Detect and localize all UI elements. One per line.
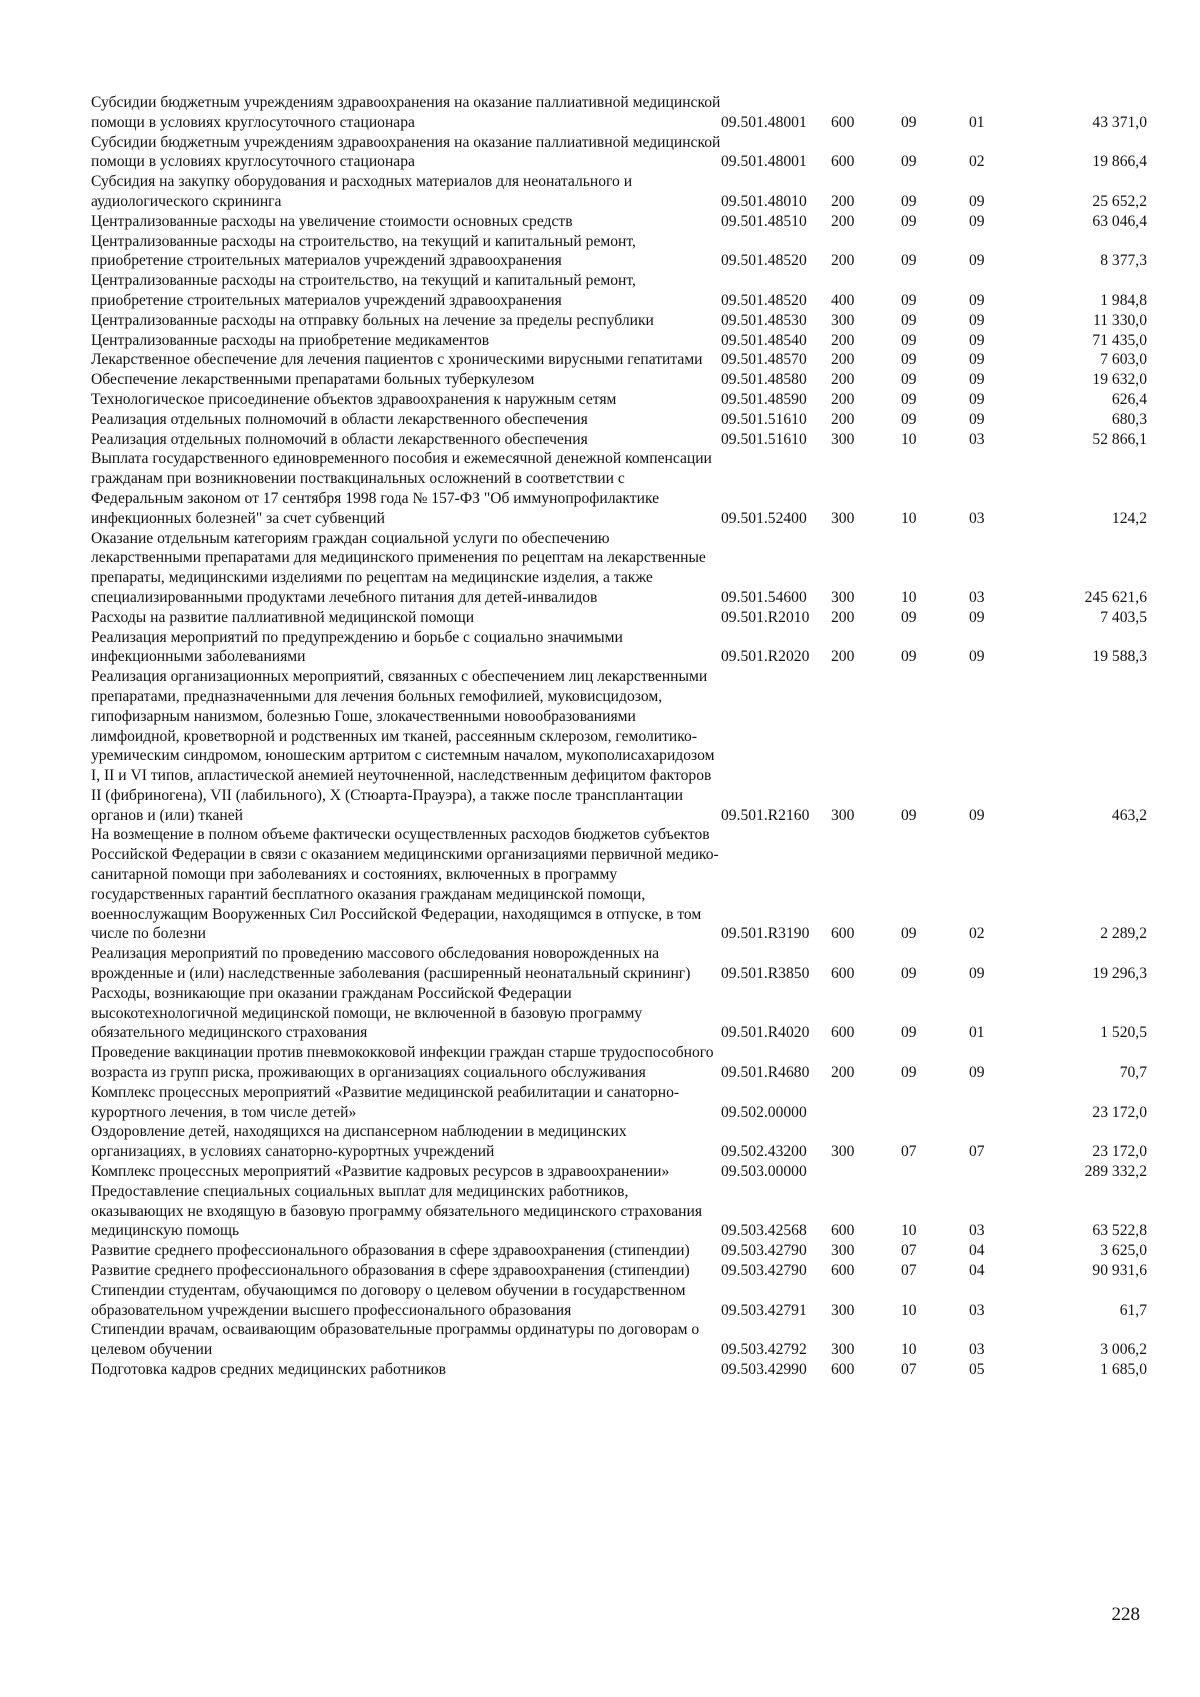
row-amount: 1 520,5 bbox=[1100, 1024, 1147, 1042]
table-row bbox=[91, 825, 1147, 944]
row-name: Лекарственное обеспечение для лечения пациентов с хроническими вирусными гепатитами bbox=[91, 351, 703, 369]
table-row bbox=[91, 667, 1147, 825]
row-expense-type: 300 bbox=[831, 1242, 855, 1260]
table-row bbox=[91, 449, 1147, 528]
row-expense-type: 300 bbox=[831, 430, 855, 448]
row-amount: 61,7 bbox=[1119, 1301, 1147, 1319]
row-subsection bbox=[969, 1083, 1029, 1123]
table-row bbox=[91, 608, 1147, 628]
row-code: 09.501.48001 bbox=[721, 153, 807, 171]
table-row bbox=[91, 271, 1147, 311]
row-name: Расходы, возникающие при оказании гражданам Российской Федерации высокотехнологичной медицинской помощи, не включенной в базовую программу обязательного медицинского страхования bbox=[91, 984, 643, 1042]
row-code: 09.502.43200 bbox=[721, 1143, 807, 1161]
row-amount: 23 172,0 bbox=[1092, 1103, 1147, 1121]
row-expense-type: 600 bbox=[831, 1222, 855, 1240]
table-row bbox=[91, 944, 1147, 984]
row-amount: 23 172,0 bbox=[1092, 1143, 1147, 1161]
row-code: 09.501.R2020 bbox=[721, 648, 810, 666]
table-row bbox=[91, 1360, 1147, 1380]
row-section: 09 bbox=[901, 608, 917, 626]
row-amount: 25 652,2 bbox=[1092, 192, 1147, 210]
table-row bbox=[91, 93, 1147, 133]
row-expense-type: 300 bbox=[831, 509, 855, 527]
row-expense-type: 200 bbox=[831, 192, 855, 210]
row-subsection: 07 bbox=[969, 1143, 985, 1161]
row-name: Комплекс процессных мероприятий «Развитие кадровых ресурсов в здравоохранении» bbox=[91, 1163, 670, 1181]
row-amount: 63 522,8 bbox=[1092, 1222, 1147, 1240]
table-row bbox=[91, 370, 1147, 390]
table-row bbox=[91, 331, 1147, 351]
row-subsection: 09 bbox=[969, 212, 985, 230]
row-section: 09 bbox=[901, 410, 917, 428]
row-subsection: 04 bbox=[969, 1242, 985, 1260]
table-row bbox=[91, 984, 1147, 1043]
row-subsection: 09 bbox=[969, 192, 985, 210]
row-code: 09.503.42568 bbox=[721, 1222, 807, 1240]
table-row bbox=[91, 172, 1147, 212]
row-code: 09.501.48010 bbox=[721, 192, 807, 210]
row-amount: 43 371,0 bbox=[1092, 113, 1147, 131]
row-name: Реализация мероприятий по предупреждению и борьбе с социально значимыми инфекционными заболеваниями bbox=[91, 628, 623, 666]
row-expense-type: 200 bbox=[831, 371, 855, 389]
row-code: 09.501.51610 bbox=[721, 410, 807, 428]
row-name: Централизованные расходы на приобретение медикаментов bbox=[91, 331, 490, 349]
row-expense-type: 300 bbox=[831, 1301, 855, 1319]
row-section: 10 bbox=[901, 430, 917, 448]
row-name: Предоставление специальных социальных выплат для медицинских работников, оказывающих не входящую в базовую программу обязательного медицинского страхования медицинскую помощь bbox=[91, 1182, 703, 1240]
row-code: 09.503.42790 bbox=[721, 1242, 807, 1260]
row-expense-type: 200 bbox=[831, 390, 855, 408]
row-amount: 289 332,2 bbox=[1084, 1163, 1147, 1181]
row-amount: 7 603,0 bbox=[1100, 351, 1147, 369]
row-code: 09.501.48570 bbox=[721, 351, 807, 369]
row-section: 09 bbox=[901, 371, 917, 389]
row-name: Комплекс процессных мероприятий «Развитие медицинской реабилитации и санаторно-курортного лечения, в том числе детей» bbox=[91, 1083, 680, 1121]
table-row bbox=[91, 1043, 1147, 1083]
row-section: 09 bbox=[901, 192, 917, 210]
row-section: 09 bbox=[901, 291, 917, 309]
row-expense-type: 200 bbox=[831, 1064, 855, 1082]
row-code: 09.501.R3190 bbox=[721, 925, 810, 943]
row-code: 09.501.48590 bbox=[721, 390, 807, 408]
row-section bbox=[901, 1162, 969, 1182]
row-code: 09.501.48520 bbox=[721, 252, 807, 270]
row-code: 09.501.54600 bbox=[721, 588, 807, 606]
row-code: 09.503.42990 bbox=[721, 1361, 807, 1378]
row-name: Централизованные расходы на строительство, на текущий и капитальный ремонт, приобретение строительных материалов учреждений здравоохранения bbox=[91, 272, 636, 309]
row-section: 07 bbox=[901, 1143, 917, 1161]
row-expense-type bbox=[831, 1162, 901, 1182]
row-amount: 11 330,0 bbox=[1093, 311, 1147, 329]
row-expense-type: 600 bbox=[831, 1361, 855, 1378]
row-subsection: 09 bbox=[969, 410, 985, 428]
table-row bbox=[91, 1320, 1147, 1360]
row-code: 09.501.48001 bbox=[721, 113, 807, 131]
table-row bbox=[91, 1261, 1147, 1281]
row-subsection: 09 bbox=[969, 608, 985, 626]
row-section bbox=[901, 1083, 969, 1123]
table-row bbox=[91, 529, 1147, 608]
row-name: Субсидии бюджетным учреждениям здравоохранения на оказание паллиативной медицинской помощи в условиях круглосуточного стационара bbox=[91, 133, 721, 171]
row-expense-type: 200 bbox=[831, 608, 855, 626]
row-subsection: 01 bbox=[969, 113, 985, 131]
row-code: 09.503.42790 bbox=[721, 1262, 807, 1280]
row-subsection: 09 bbox=[969, 371, 985, 389]
row-subsection bbox=[969, 1162, 1029, 1182]
row-subsection: 03 bbox=[969, 1301, 985, 1319]
row-name: Реализация отдельных полномочий в области лекарственного обеспечения bbox=[91, 430, 588, 448]
row-name: На возмещение в полном объеме фактически осуществленных расходов бюджетов субъектов Российской Федерации в связи с оказанием медицинскими организациями первичной медико-санитарной помощи при заболеваниях и состояниях, включенных в программу государственных гарантий бесплатного оказания гражданам медицинской помощи, военнослужащим Вооруженных Сил Российской Федерации, находящимся в отпуске, в том числе по болезни bbox=[91, 826, 719, 943]
row-section: 10 bbox=[901, 1341, 917, 1359]
row-name: Субсидии бюджетным учреждениям здравоохранения на оказание паллиативной медицинской помощи в условиях круглосуточного стационара bbox=[91, 94, 721, 131]
table-row bbox=[91, 430, 1147, 450]
row-amount: 3 006,2 bbox=[1100, 1341, 1147, 1359]
row-section: 09 bbox=[901, 965, 917, 983]
row-subsection: 03 bbox=[969, 1341, 985, 1359]
row-amount: 70,7 bbox=[1119, 1064, 1147, 1082]
row-code: 09.503.42791 bbox=[721, 1301, 807, 1319]
row-amount: 19 632,0 bbox=[1092, 371, 1147, 389]
row-subsection: 03 bbox=[969, 1222, 985, 1240]
row-amount: 90 931,6 bbox=[1092, 1262, 1147, 1280]
table-row bbox=[91, 1162, 1147, 1182]
budget-table bbox=[91, 93, 1147, 1380]
row-amount: 124,2 bbox=[1111, 509, 1147, 527]
row-name: Субсидия на закупку оборудования и расходных материалов для неонатального и аудиологического скрининга bbox=[91, 173, 633, 210]
row-name: Реализация организационных мероприятий, связанных с обеспечением лиц лекарственными препаратами, предназначенными для лечения больных гемофилией, муковисцидозом, гипофизарным нанизмом, болезнью Гоше, злокачественными новообразованиями лимфоидной, кроветворной и родственных им тканей, рассеянным склерозом, гемолитико-уремическим синдромом, юношеским артритом с системным началом, мукополисахаридозом I, II и VI типов, апластической анемией неуточненной, наследственным дефицитом факторов II (фибриногена), VII (лабильного), X (Стюарта-Прауэра), а также после трансплантации органов и (или) тканей bbox=[91, 668, 715, 824]
row-subsection: 02 bbox=[969, 925, 985, 943]
row-name: Централизованные расходы на увеличение стоимости основных средств bbox=[91, 212, 573, 230]
row-section: 07 bbox=[901, 1242, 917, 1260]
row-expense-type: 200 bbox=[831, 351, 855, 369]
row-subsection: 09 bbox=[969, 351, 985, 369]
row-expense-type: 600 bbox=[831, 153, 855, 171]
row-name: Развитие среднего профессионального образования в сфере здравоохранения (стипендии) bbox=[91, 1262, 690, 1280]
table-row bbox=[91, 1281, 1147, 1321]
row-amount: 3 625,0 bbox=[1100, 1242, 1147, 1260]
row-expense-type: 600 bbox=[831, 1024, 855, 1042]
row-amount: 245 621,6 bbox=[1084, 588, 1147, 606]
row-section: 10 bbox=[901, 1222, 917, 1240]
row-subsection: 09 bbox=[969, 1064, 985, 1082]
table-row bbox=[91, 232, 1147, 272]
row-expense-type bbox=[831, 1083, 901, 1123]
table-row bbox=[91, 1083, 1147, 1123]
row-name: Расходы на развитие паллиативной медицинской помощи bbox=[91, 608, 475, 626]
row-subsection: 09 bbox=[969, 291, 985, 309]
row-section: 09 bbox=[901, 331, 917, 349]
table-row bbox=[91, 1182, 1147, 1241]
row-amount: 1 685,0 bbox=[1100, 1361, 1147, 1378]
row-section: 09 bbox=[901, 153, 917, 171]
row-expense-type: 200 bbox=[831, 252, 855, 270]
row-name: Оказание отдельным категориям граждан социальной услуги по обеспечению лекарственными препаратами для медицинского применения по рецептам на лекарственные препараты, медицинскими изделиями по рецептам на медицинские изделия, а также специализированными продуктами лечебного питания для детей-инвалидов bbox=[91, 529, 706, 606]
row-expense-type: 300 bbox=[831, 1143, 855, 1161]
table-row bbox=[91, 350, 1147, 370]
row-name: Стипендии врачам, осваивающим образовательные программы ординатуры по договорам о целевом обучении bbox=[91, 1321, 700, 1359]
row-amount: 63 046,4 bbox=[1092, 212, 1147, 230]
row-expense-type: 600 bbox=[831, 925, 855, 943]
row-name: Подготовка кадров средних медицинских работников bbox=[91, 1361, 447, 1378]
row-amount: 19 296,3 bbox=[1092, 965, 1147, 983]
row-section: 07 bbox=[901, 1361, 917, 1378]
row-section: 09 bbox=[901, 212, 917, 230]
row-code: 09.501.R2160 bbox=[721, 806, 810, 824]
row-subsection: 04 bbox=[969, 1262, 985, 1280]
row-subsection: 01 bbox=[969, 1024, 985, 1042]
row-section: 09 bbox=[901, 390, 917, 408]
row-code: 09.501.48510 bbox=[721, 212, 807, 230]
row-code: 09.501.48540 bbox=[721, 331, 807, 349]
row-section: 09 bbox=[901, 648, 917, 666]
row-expense-type: 200 bbox=[831, 212, 855, 230]
row-amount: 71 435,0 bbox=[1092, 331, 1147, 349]
row-code: 09.503.42792 bbox=[721, 1341, 807, 1359]
row-expense-type: 600 bbox=[831, 965, 855, 983]
row-code: 09.501.R2010 bbox=[721, 608, 810, 626]
table-row bbox=[91, 133, 1147, 173]
row-name: Реализация отдельных полномочий в области лекарственного обеспечения bbox=[91, 410, 588, 428]
row-amount: 8 377,3 bbox=[1100, 252, 1147, 270]
row-code: 09.501.R3850 bbox=[721, 965, 810, 983]
row-name: Централизованные расходы на строительство, на текущий и капитальный ремонт, приобретение строительных материалов учреждений здравоохранения bbox=[91, 232, 636, 270]
row-code: 09.501.48530 bbox=[721, 311, 807, 329]
row-name: Выплата государственного единовременного пособия и ежемесячной денежной компенсации гражданам при возникновении поствакцинальных осложнений в соответствии с Федеральным законом от 17 сентября 1998 года № 157-ФЗ "Об иммунопрофилактике инфекционных болезней" за счет субвенций bbox=[91, 450, 712, 527]
row-amount: 52 866,1 bbox=[1092, 430, 1147, 448]
row-expense-type: 200 bbox=[831, 410, 855, 428]
row-amount: 463,2 bbox=[1111, 806, 1147, 824]
row-code: 09.502.00000 bbox=[721, 1103, 807, 1121]
row-name: Централизованные расходы на отправку больных на лечение за пределы республики bbox=[91, 311, 654, 329]
row-name: Реализация мероприятий по проведению массового обследования новорожденных на врожденные и (или) наследственные заболевания (расширенный неонатальный скрининг) bbox=[91, 945, 691, 983]
row-section: 10 bbox=[901, 509, 917, 527]
row-section: 09 bbox=[901, 1064, 917, 1082]
row-expense-type: 200 bbox=[831, 648, 855, 666]
table-row bbox=[91, 1241, 1147, 1261]
row-code: 09.501.51610 bbox=[721, 430, 807, 448]
table-row bbox=[91, 390, 1147, 410]
row-subsection: 02 bbox=[969, 153, 985, 171]
row-name: Развитие среднего профессионального образования в сфере здравоохранения (стипендии) bbox=[91, 1242, 690, 1260]
row-amount: 7 403,5 bbox=[1100, 608, 1147, 626]
row-name: Проведение вакцинации против пневмококковой инфекции граждан старше трудоспособного возраста из групп риска, проживающих в организациях социального обслуживания bbox=[91, 1044, 714, 1082]
row-subsection: 03 bbox=[969, 430, 985, 448]
row-expense-type: 600 bbox=[831, 1262, 855, 1280]
row-subsection: 09 bbox=[969, 252, 985, 270]
row-subsection: 09 bbox=[969, 648, 985, 666]
row-expense-type: 600 bbox=[831, 113, 855, 131]
row-expense-type: 300 bbox=[831, 311, 855, 329]
row-code: 09.501.R4680 bbox=[721, 1064, 810, 1082]
row-name: Обеспечение лекарственными препаратами больных туберкулезом bbox=[91, 371, 535, 389]
row-subsection: 03 bbox=[969, 588, 985, 606]
row-code: 09.503.00000 bbox=[721, 1163, 807, 1181]
row-amount: 680,3 bbox=[1111, 410, 1147, 428]
table-row bbox=[91, 1122, 1147, 1162]
row-section: 09 bbox=[901, 806, 917, 824]
row-subsection: 05 bbox=[969, 1361, 985, 1378]
row-section: 09 bbox=[901, 351, 917, 369]
row-name: Технологическое присоединение объектов здравоохранения к наружным сетям bbox=[91, 390, 617, 408]
row-expense-type: 300 bbox=[831, 806, 855, 824]
table-row bbox=[91, 410, 1147, 430]
row-section: 09 bbox=[901, 1024, 917, 1042]
row-section: 09 bbox=[901, 113, 917, 131]
table-row bbox=[91, 311, 1147, 331]
row-subsection: 09 bbox=[969, 965, 985, 983]
row-section: 09 bbox=[901, 925, 917, 943]
row-amount: 2 289,2 bbox=[1100, 925, 1147, 943]
table-row bbox=[91, 212, 1147, 232]
row-code: 09.501.R4020 bbox=[721, 1024, 810, 1042]
row-section: 10 bbox=[901, 588, 917, 606]
row-code: 09.501.48580 bbox=[721, 371, 807, 389]
row-code: 09.501.48520 bbox=[721, 291, 807, 309]
row-name: Оздоровление детей, находящихся на диспансерном наблюдении в медицинских организациях, в условиях санаторно-курортных учреждений bbox=[91, 1123, 627, 1161]
row-section: 09 bbox=[901, 311, 917, 329]
row-code: 09.501.52400 bbox=[721, 509, 807, 527]
row-subsection: 09 bbox=[969, 390, 985, 408]
row-subsection: 09 bbox=[969, 331, 985, 349]
row-subsection: 03 bbox=[969, 509, 985, 527]
row-amount: 626,4 bbox=[1111, 390, 1147, 408]
row-section: 09 bbox=[901, 252, 917, 270]
row-expense-type: 300 bbox=[831, 1341, 855, 1359]
row-section: 07 bbox=[901, 1262, 917, 1280]
row-expense-type: 400 bbox=[831, 291, 855, 309]
row-expense-type: 300 bbox=[831, 588, 855, 606]
row-expense-type: 200 bbox=[831, 331, 855, 349]
row-amount: 19 866,4 bbox=[1092, 153, 1147, 171]
row-amount: 19 588,3 bbox=[1092, 648, 1147, 666]
row-name: Стипендии студентам, обучающимся по договору о целевом обучении в государственном образовательном учреждении высшего профессионального образования bbox=[91, 1281, 686, 1319]
row-subsection: 09 bbox=[969, 806, 985, 824]
row-subsection: 09 bbox=[969, 311, 985, 329]
page-number: 228 bbox=[1111, 1604, 1140, 1625]
table-row bbox=[91, 628, 1147, 668]
budget-table-body bbox=[91, 93, 1147, 1380]
row-section: 10 bbox=[901, 1301, 917, 1319]
row-amount: 1 984,8 bbox=[1100, 291, 1147, 309]
